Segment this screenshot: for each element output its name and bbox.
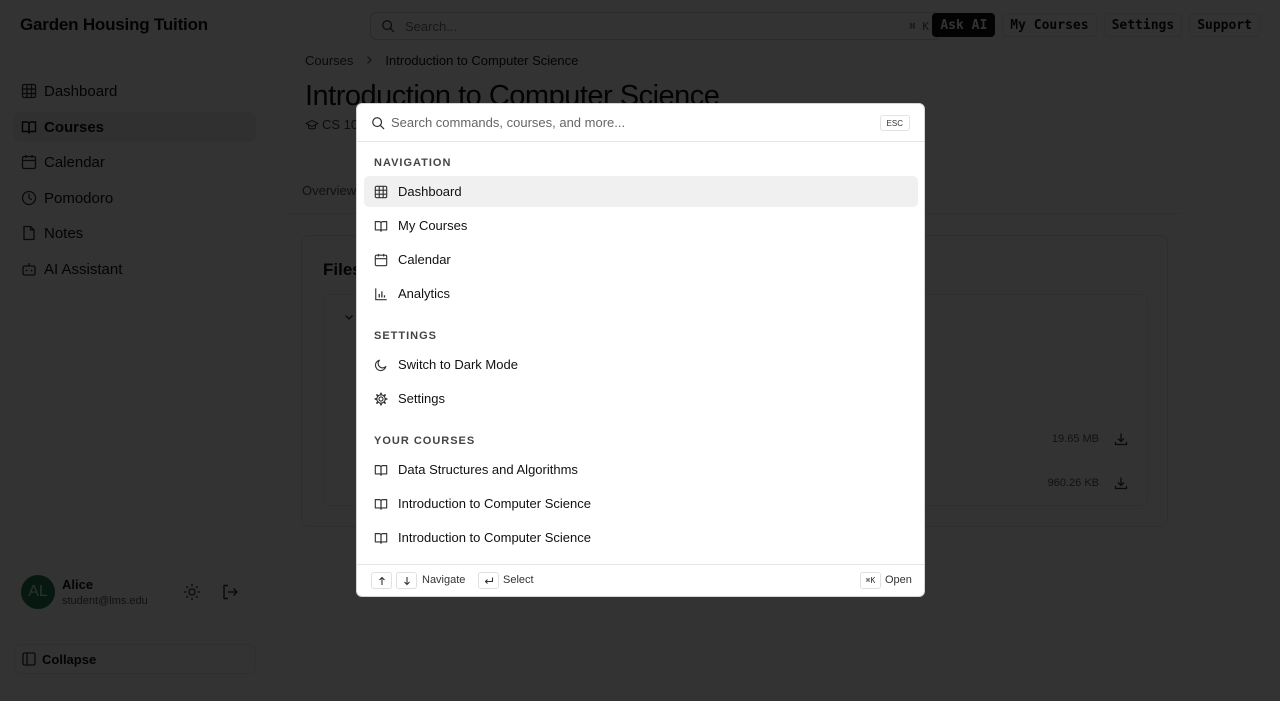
palette-item-dark-mode[interactable] xyxy=(364,349,918,380)
palette-item-label: Calendar xyxy=(398,252,451,267)
palette-item-label: Analytics xyxy=(398,286,451,301)
grid-icon xyxy=(374,185,388,199)
enter-key xyxy=(478,572,499,589)
open-shortcut-key: ⌘K xyxy=(860,572,881,589)
arrow-up-key xyxy=(371,572,392,589)
palette-item-label: Dashboard xyxy=(398,184,462,199)
palette-item-course[interactable] xyxy=(364,488,918,519)
open-hint: Open xyxy=(885,574,912,586)
gear-icon xyxy=(374,392,388,406)
enter-icon xyxy=(484,576,494,586)
palette-item-label: Switch to Dark Mode xyxy=(398,357,518,372)
palette-item-label: My Courses xyxy=(398,218,468,233)
palette-item-label: Introduction to Computer Science xyxy=(398,530,591,545)
palette-item-settings[interactable] xyxy=(364,383,918,414)
command-palette xyxy=(356,103,925,597)
navigate-hint: Navigate xyxy=(422,574,466,586)
palette-item-analytics[interactable] xyxy=(364,278,918,309)
book-icon xyxy=(374,463,388,477)
palette-item-calendar[interactable] xyxy=(364,244,918,275)
group-label-settings: SETTINGS xyxy=(374,330,438,342)
palette-search xyxy=(357,104,924,142)
arrow-up-icon xyxy=(377,576,387,586)
group-label-your-courses: YOUR COURSES xyxy=(374,435,476,447)
book-icon xyxy=(374,497,388,511)
palette-item-label: Introduction to Computer Science xyxy=(398,496,591,511)
arrow-down-icon xyxy=(402,576,412,586)
palette-item-label: Data Structures and Algorithms xyxy=(398,462,578,477)
select-hint: Select xyxy=(503,574,534,586)
calendar-icon xyxy=(374,253,388,267)
arrow-down-key xyxy=(396,572,417,589)
palette-footer xyxy=(357,564,924,596)
palette-item-my-courses[interactable] xyxy=(364,210,918,241)
palette-item-label: Settings xyxy=(398,391,445,406)
moon-icon xyxy=(374,358,388,372)
esc-key-hint[interactable]: ESC xyxy=(880,115,910,131)
book-icon xyxy=(374,219,388,233)
palette-search-input[interactable] xyxy=(391,115,924,130)
palette-item-course[interactable] xyxy=(364,454,918,485)
palette-item-course[interactable] xyxy=(364,522,918,553)
chart-icon xyxy=(374,287,388,301)
group-label-navigation: NAVIGATION xyxy=(374,157,452,169)
search-icon xyxy=(371,116,385,130)
palette-item-dashboard[interactable] xyxy=(364,176,918,207)
book-icon xyxy=(374,531,388,545)
